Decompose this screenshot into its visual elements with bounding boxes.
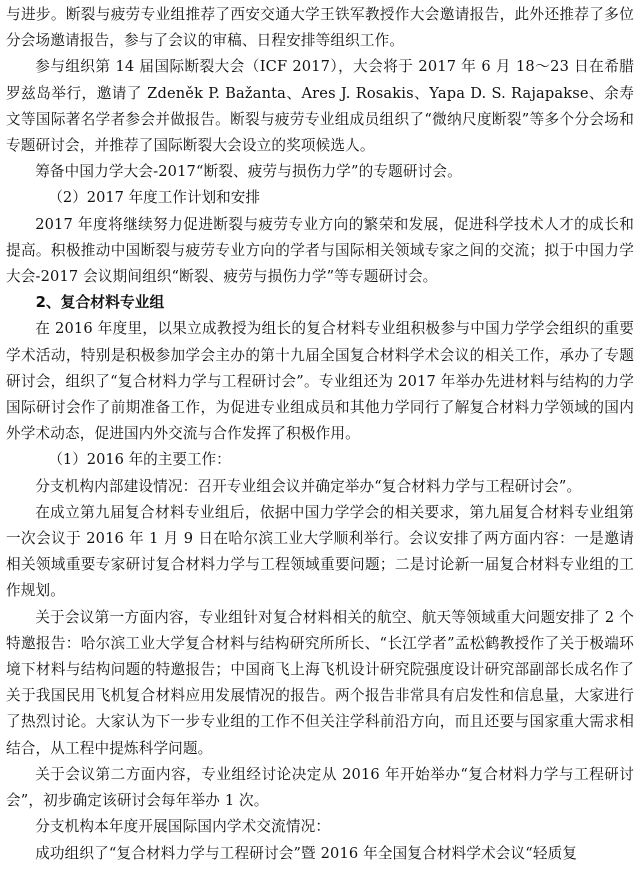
section-heading-composites: 2、复合材料专业组 <box>35 294 165 312</box>
paragraph-intro-continued: 与进步。断裂与疲劳专业组推荐了西安交通大学王铁军教授作大会邀请报告，此外还推荐了多位分会场邀请报告，参与了会议的审稿、日程安排等组织工作。 <box>6 6 634 50</box>
paragraph-annual-workshop: 关于会议第二方面内容，专业组经讨论决定从 2016 年开始举办“复合材料力学与工程研讨会”，初步确定该研讨会每年举办 1 次。 <box>6 765 634 810</box>
subheading-2017-plan: （2）2017 年度工作计划和安排 <box>48 189 260 207</box>
paragraph-first-meeting: 在成立第九届复合材料专业组后，依据中国力学学会的相关要求，第九届复合材料专业组第一次会议于 2016 年 1 月 9 日在哈尔滨工业大学顺利举行。会议安排了两方面内容：一是邀请相关领域重要专家研讨复合材料力学与工程领域重要问题；二是讨论新一届复合材料专业组的工作规划。 <box>6 503 634 600</box>
paragraph-composites-overview: 在 2016 年度里，以果立成教授为组长的复合材料专业组积极参与中国力学学会组织的重要学术活动，特别是积极参加学会主办的第十九届全国复合材料学术会议的相关工作，承办了专题研讨会，组织了“复合材料力学与工程研讨会”。专业组还为 2017 年举办先进材料与结构的力学国际研讨会作了前期准备工作，为促进专业组成员和其他力学同行了解复合材料力学领域的国内外学术动态，促进国内外交流与合作发挥了积极作用。 <box>6 320 634 443</box>
paragraph-icf-2017: 参与组织第 14 届国际断裂大会（ICF 2017），大会将于 2017 年 6 月 18～23 日在希腊罗兹岛举行，邀请了 Zdeněk P. Bažanta、Ares J. Rosakis、Yapa D. S. Rajapakse、余寿文等国际著名学者参会并做报告。断裂与疲劳专业组成员组织了“微纳尺度断裂”等多个分会场和专题研讨会，并推荐了国际断裂大会设立的奖项候选人。 <box>6 58 634 155</box>
paragraph-2017-plan: 2017 年度将继续努力促进断裂与疲劳专业方向的繁荣和发展，促进科学技术人才的成长和提高。积极推动中国断裂与疲劳专业方向的学者与国际相关领域专家之间的交流；拟于中国力学大会-2017 会议期间组织“断裂、疲劳与损伤力学”等专题研讨会。 <box>6 215 634 286</box>
paragraph-exchange-intro: 分支机构本年度开展国际国内学术交流情况： <box>35 818 331 836</box>
paragraph-invited-reports: 关于会议第一方面内容，专业组针对复合材料相关的航空、航天等领域重大问题安排了 2 个特邀报告：哈尔滨工业大学复合材料与结构研究所所长、“长江学者”孟松鹤教授作了关于极端环境下材料与结构问题的特邀报告；中国商飞上海飞机设计研究院强度设计研究部副部长成名作了关于我国民用飞机复合材料应用发展情况的报告。两个报告非常具有启发性和信息量，大家进行了热烈讨论。大家认为下一步专业组的工作不但关注学科前沿方向，而且还要与国家重大需求相结合，从工程中提炼科学问题。 <box>6 608 634 757</box>
paragraph-internal-building: 分支机构内部建设情况：召开专业组会议并确定举办“复合材料力学与工程研讨会”。 <box>35 477 582 495</box>
paragraph-mechanics-congress-prep: 筹备中国力学大会-2017“断裂、疲劳与损伤力学”的专题研讨会。 <box>35 163 462 181</box>
paragraph-workshop-organized: 成功组织了“复合材料力学与工程研讨会”暨 2016 年全国复合材料学术会议“轻质复 <box>35 844 578 862</box>
subheading-2016-work: （1）2016 年的主要工作： <box>48 451 231 469</box>
